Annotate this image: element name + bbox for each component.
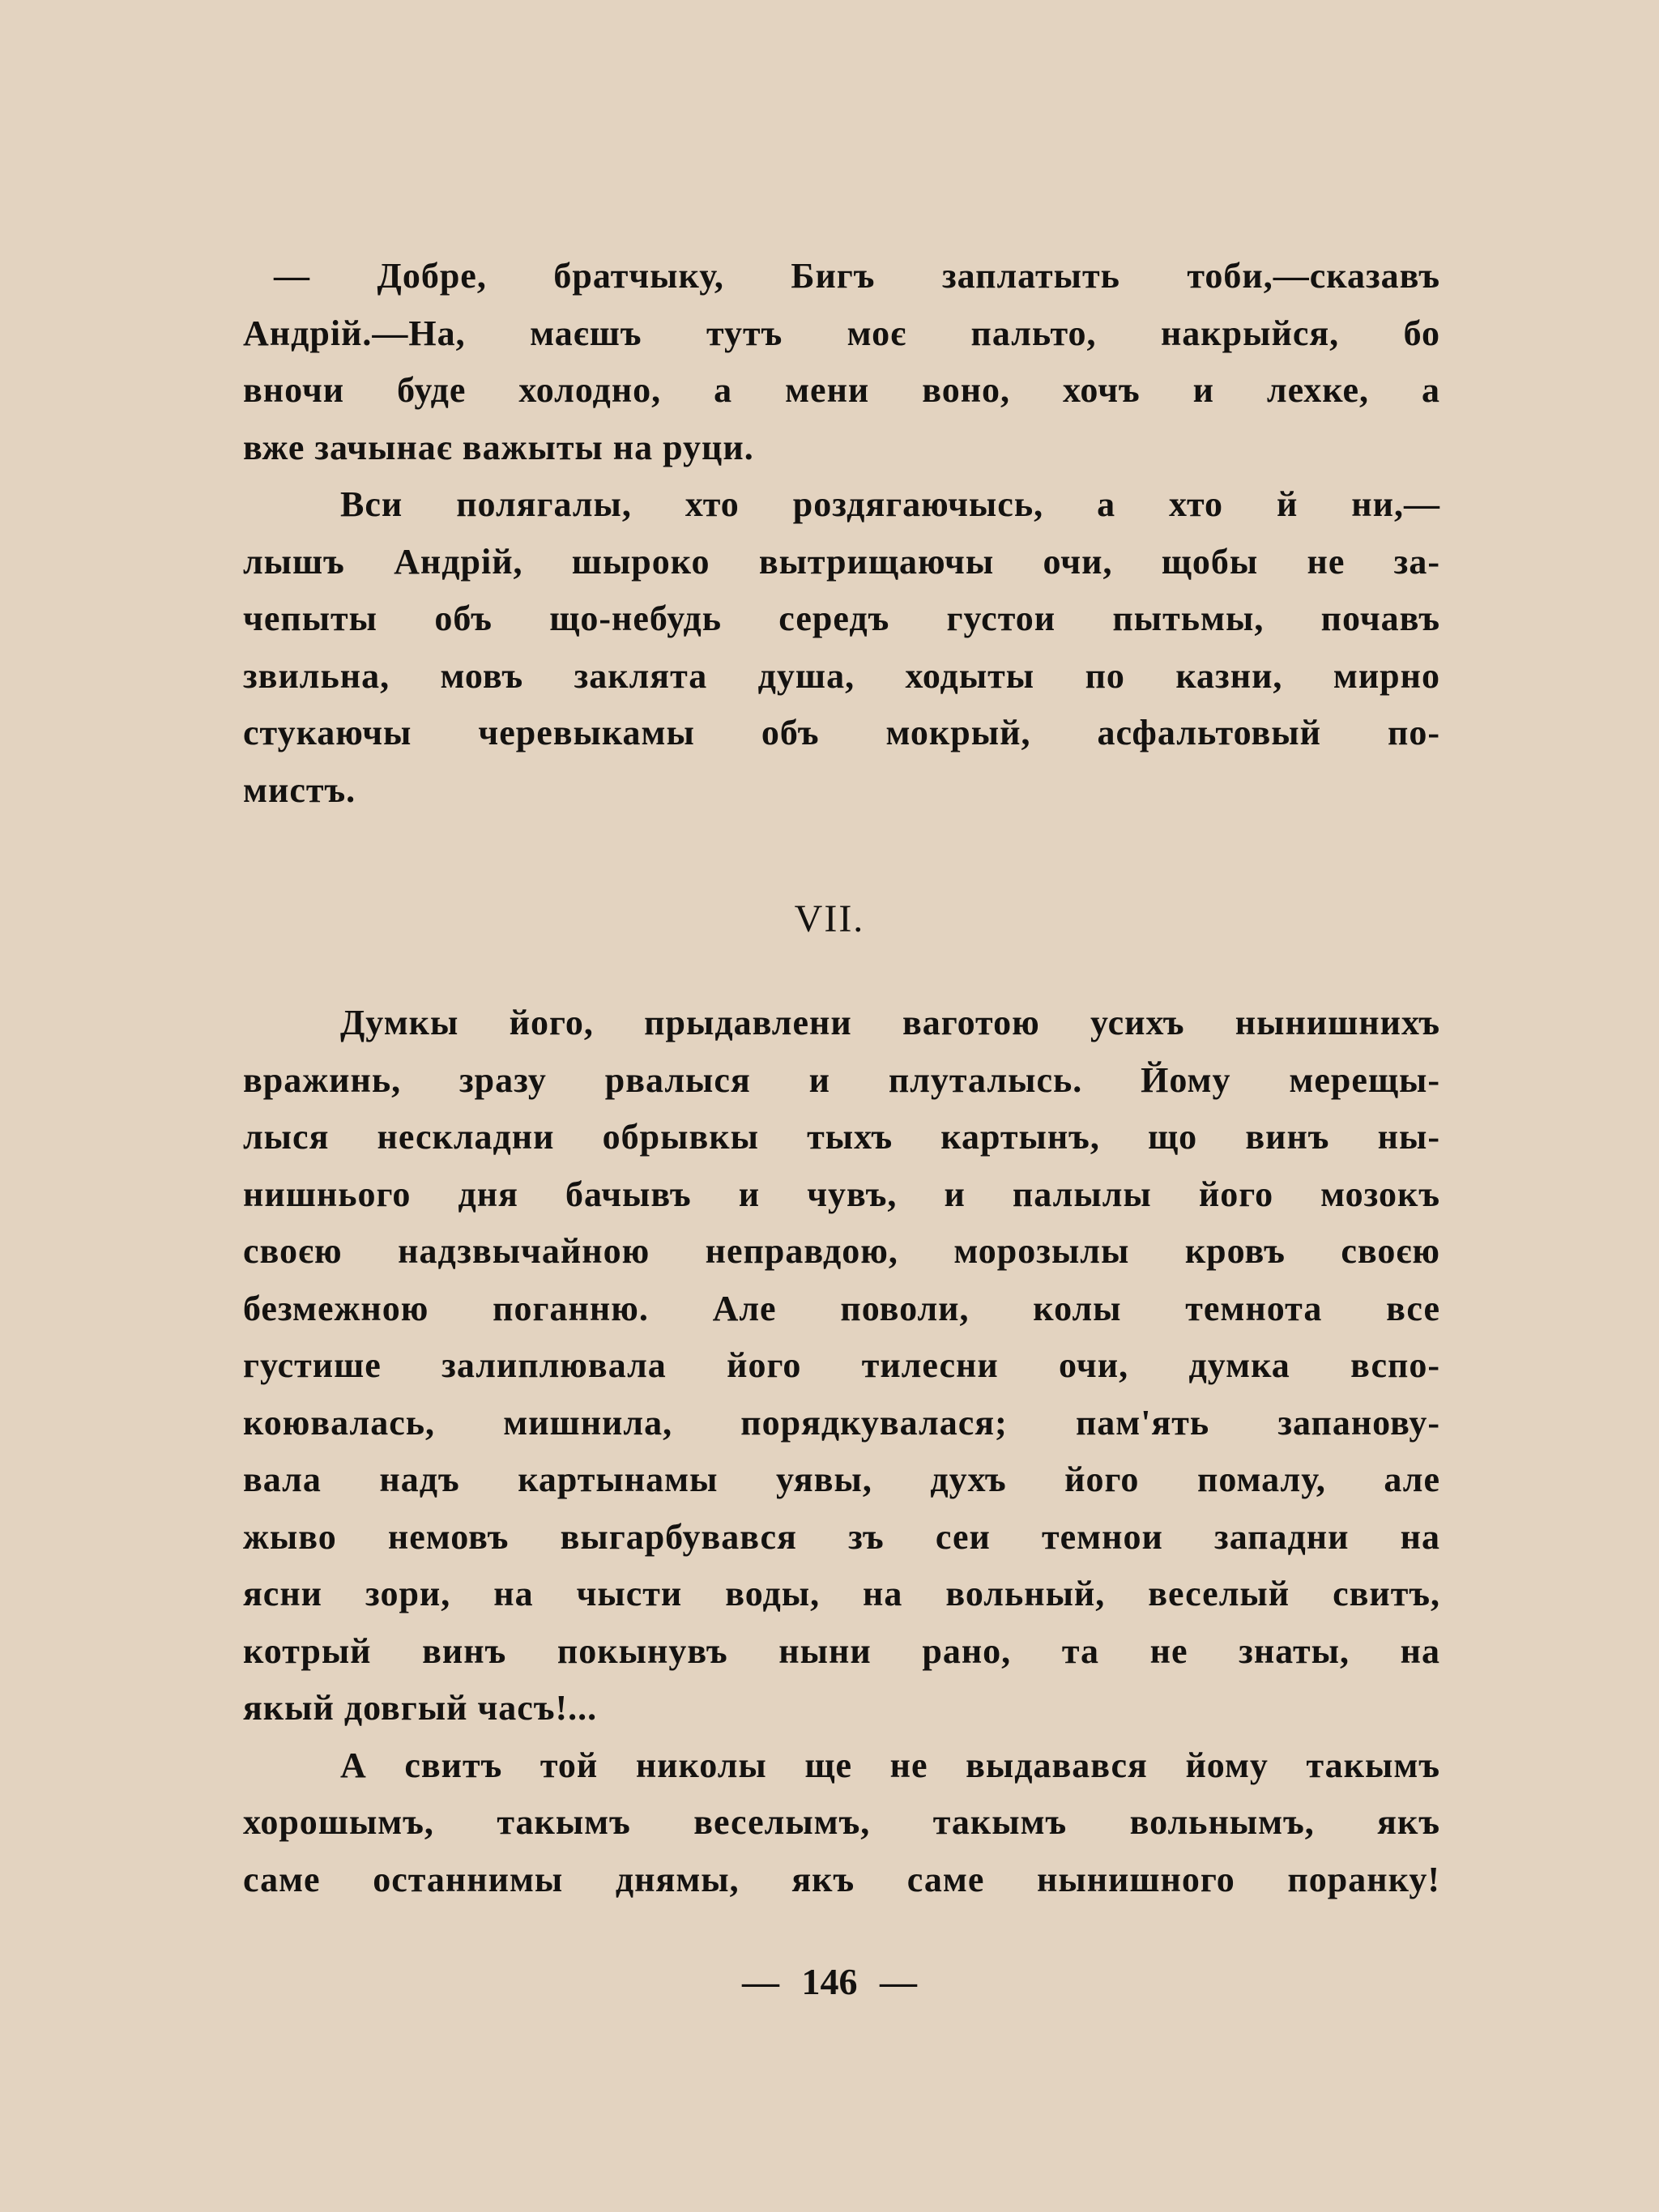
text-line: стукаючы черевыкамы объ мокрый, асфальтовый по- [243,713,1440,752]
text-line: звильна, мовъ заклята душа, ходыты по казни, мирно [243,655,1440,696]
text-line: лышъ Андрій, шыроко вытрищаючы очи, щобы не за- [243,541,1440,582]
text-line: котрый винъ покынувъ ныни рано, та не знаты, на [243,1630,1440,1671]
page-number: — 146 — [742,1961,917,2002]
text-line: А свитъ той николы ще не выдавався йому такымъ [340,1745,1440,1785]
text-line: безмежною поганню. Але поволи, колы темнота все [243,1288,1440,1328]
text-line: — Добре, братчыку, Бигъ заплатыть тоби,—сказавъ [274,256,1440,296]
text-line: Андрій.—На, маєшъ тутъ моє пальто, накрыйся, бо [243,313,1440,353]
text-line: вночи буде холодно, а мени воно, хочъ и лехке, а [243,370,1440,410]
text-line: коювалась, мишнила, порядкувалася; пам'ять запанову- [243,1402,1440,1443]
text-line: якый довгый часъ!... [243,1688,598,1728]
text-line: нишнього дня бачывъ и чувъ, и палылы його мозокъ [243,1174,1440,1214]
text-line: жыво немовъ выгарбувався зъ сеи темнои западни на [243,1516,1440,1557]
text-line: вала надъ картынамы уявы, духъ його помалу, але [243,1460,1440,1499]
text-line: вражинь, зразу рвалыся и плуталысь. Йому мерещы- [243,1059,1440,1100]
paragraph-block-bottom [243,995,1440,1908]
text-line: вже зачынає важыты на руци. [243,427,754,467]
text-line: густише залиплювала його тилесни очи, думка вспо- [243,1345,1440,1385]
text-line: хорошымъ, такымъ веселымъ, такымъ вольнымъ, якъ [243,1802,1440,1842]
text-line: мистъ. [243,769,356,810]
text-line: лыся нескладни обрывкы тыхъ картынъ, що винъ ны- [243,1117,1440,1157]
text-line: чепыты объ що-небудь середъ густои пытьмы, почавъ [243,599,1440,638]
chapter-heading: VII. [794,897,865,940]
text-line: Вси полягалы, хто роздягаючысь, а хто й ни,— [340,484,1440,524]
text-line: Думкы його, прыдавлени ваготою усихъ нынишнихъ [340,1003,1440,1042]
text-line: саме останнимы днямы, якъ саме нынишного поранку! [243,1859,1440,1899]
paragraph-block-top [243,248,1440,819]
text-line: ясни зори, на чысти воды, на вольный, веселый свитъ, [243,1574,1440,1613]
text-line: своєю надзвычайною неправдою, морозылы кровъ своєю [243,1231,1440,1271]
